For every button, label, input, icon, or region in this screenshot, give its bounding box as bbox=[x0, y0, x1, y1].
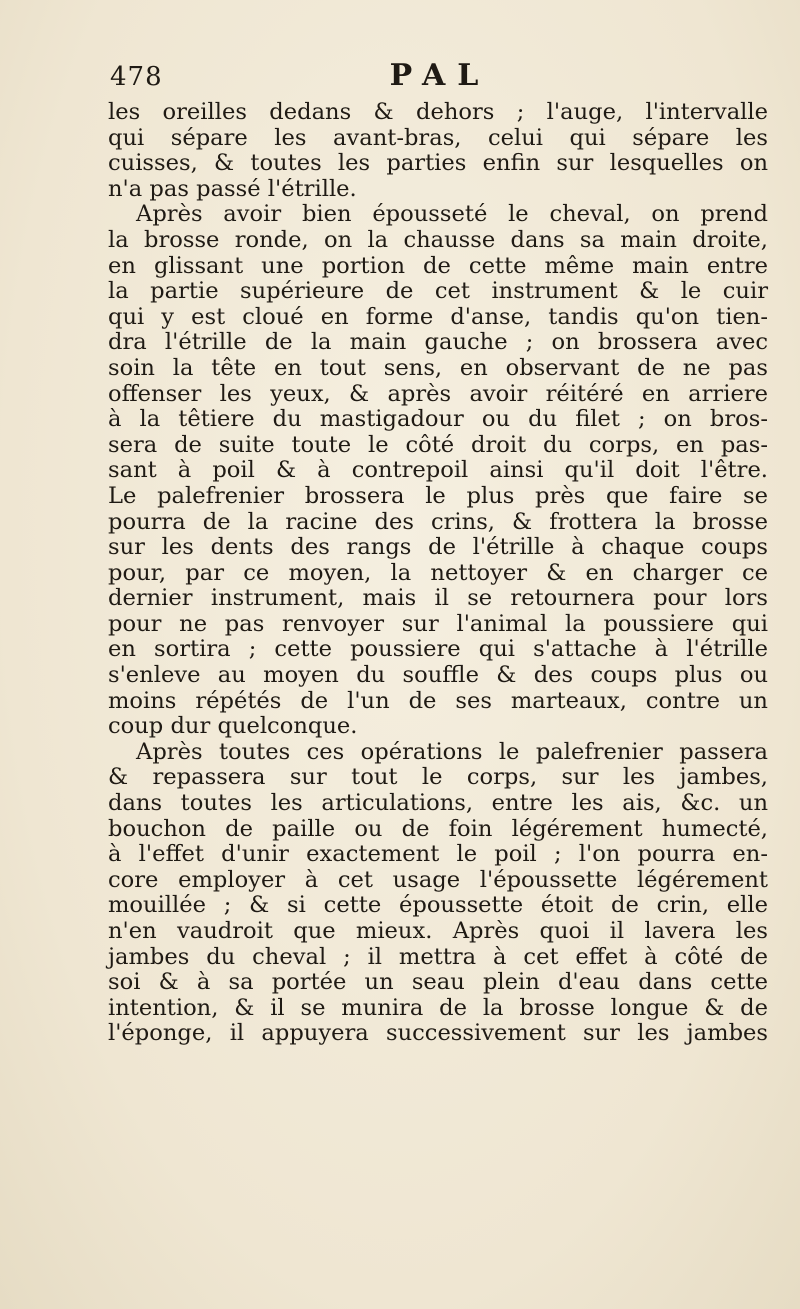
text-line: bouchon de paille ou de foin légérement humecté, bbox=[108, 815, 768, 842]
paragraph-start-line: Après avoir bien épousseté le cheval, on prend bbox=[136, 201, 768, 228]
text-line: pourra de la racine des crins, & frottera la brosse bbox=[108, 508, 768, 535]
page-header bbox=[110, 58, 770, 98]
text-line: n'a pas passé l'étrille. bbox=[108, 175, 357, 202]
body-text bbox=[108, 100, 768, 1047]
text-line: dra l'étrille de la main gauche ; on brossera avec bbox=[108, 329, 768, 356]
text-line: dernier instrument, mais il se retournera pour lors bbox=[108, 585, 768, 612]
text-line: s'enleve au moyen du souffle & des coups plus ou bbox=[108, 662, 768, 689]
text-line: Le palefrenier brossera le plus près que faire se bbox=[108, 482, 768, 509]
text-line: pour ne pas renvoyer sur l'animal la poussiere qui bbox=[108, 610, 768, 637]
text-line: les oreilles dedans & dehors ; l'auge, l'intervalle bbox=[108, 99, 768, 125]
text-line: intention, & il se munira de la brosse longue & de bbox=[108, 994, 768, 1021]
text-line: dans toutes les articulations, entre les ais, &c. un bbox=[108, 790, 768, 817]
text-line: offenser les yeux, & après avoir réitéré en arriere bbox=[108, 380, 768, 407]
text-line: moins répétés de l'un de ses marteaux, contre un bbox=[108, 687, 768, 714]
text-line: à l'effet d'unir exactement le poil ; l'on pourra en- bbox=[108, 841, 768, 868]
text-line: mouillée ; & si cette époussette étoit de crin, elle bbox=[108, 892, 768, 919]
text-line: soin la tête en tout sens, en observant de ne pas bbox=[108, 354, 768, 381]
text-line: sant à poil & à contrepoil ainsi qu'il doit l'être. bbox=[108, 457, 768, 484]
text-line: n'en vaudroit que mieux. Après quoi il lavera les bbox=[108, 918, 768, 944]
paragraph-start-line: Après toutes ces opérations le palefrenier passera bbox=[136, 738, 768, 765]
text-line: à la têtiere du mastigadour ou du filet ; on bros- bbox=[108, 406, 768, 433]
text-line: sur les dents des rangs de l'étrille à chaque coups bbox=[108, 534, 768, 561]
text-line: la partie supérieure de cet instrument & le cuir bbox=[108, 278, 768, 305]
text-line: & repassera sur tout le corps, sur les jambes, bbox=[108, 764, 768, 791]
text-line: soi & à sa portée un seau plein d'eau dans cette bbox=[108, 969, 768, 996]
text-line: coup dur quelconque. bbox=[108, 713, 358, 740]
text-line: qui sépare les avant-bras, celui qui sépare les bbox=[108, 124, 768, 151]
text-line: l'éponge, il appuyera successivement sur les jambes bbox=[108, 1020, 768, 1047]
running-head: PAL bbox=[389, 58, 491, 93]
text-line: core employer à cet usage l'époussette légérement bbox=[108, 866, 768, 893]
text-line: en glissant une portion de cette même main entre bbox=[108, 252, 768, 279]
text-line: pour, par ce moyen, la nettoyer & en charger ce bbox=[108, 559, 768, 586]
text-line: sera de suite toute le côté droit du corps, en pas- bbox=[108, 431, 768, 458]
text-line: en sortira ; cette poussiere qui s'attache à l'étrille bbox=[108, 636, 768, 663]
text-line: jambes du cheval ; il mettra à cet effet à côté de bbox=[108, 943, 768, 970]
page-number: 478 bbox=[110, 62, 163, 92]
text-line: qui y est cloué en forme d'anse, tandis qu'on tien- bbox=[108, 303, 768, 330]
text-line: cuisses, & toutes les parties enfin sur lesquelles on bbox=[108, 150, 768, 177]
text-line: la brosse ronde, on la chausse dans sa main droite, bbox=[108, 226, 768, 253]
